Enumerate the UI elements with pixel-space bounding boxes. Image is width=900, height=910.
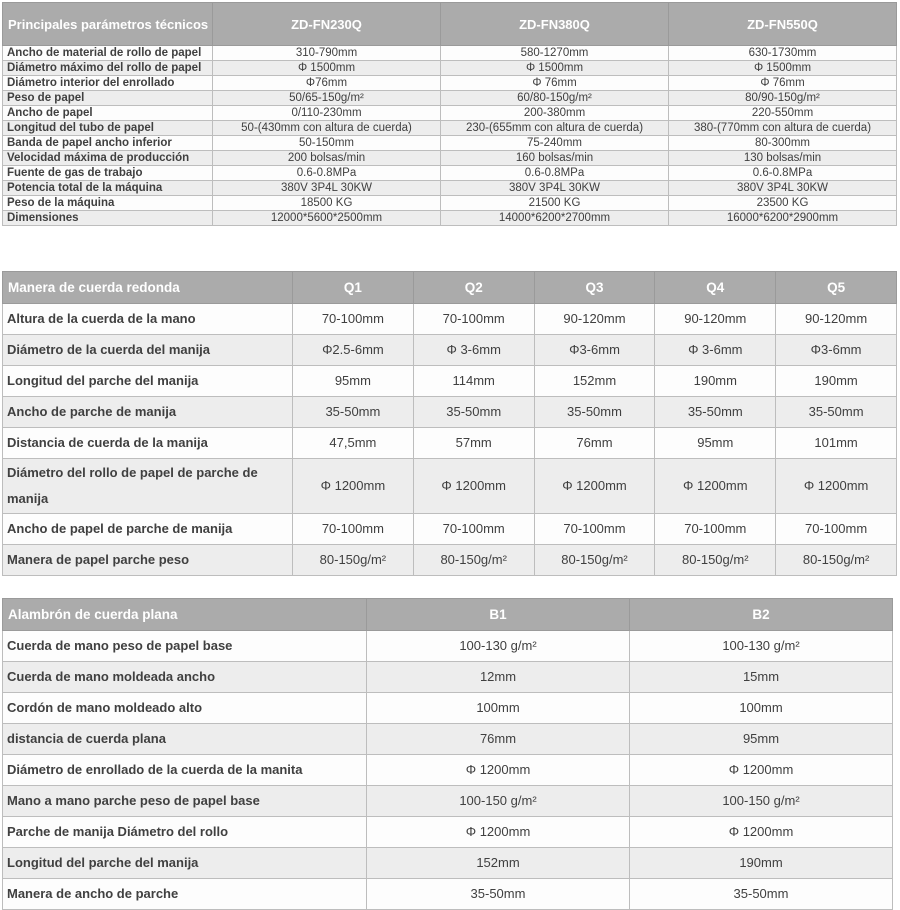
cell-value: 80-150g/m²	[293, 545, 414, 576]
round-cord-table	[2, 271, 897, 576]
cell-value: 0.6-0.8MPa	[441, 166, 669, 181]
cell-value: Φ 1200mm	[413, 459, 534, 514]
row-label: Cuerda de mano peso de papel base	[3, 631, 367, 662]
cell-value: 95mm	[655, 428, 776, 459]
cell-value: 76mm	[534, 428, 655, 459]
table-row	[3, 61, 897, 76]
table-row	[3, 106, 897, 121]
row-label: Fuente de gas de trabajo	[3, 166, 213, 181]
row-label: Peso de papel	[3, 91, 213, 106]
table-row	[3, 514, 897, 545]
cell-value: 50-(430mm con altura de cuerda)	[213, 121, 441, 136]
row-label: Manera de ancho de parche	[3, 879, 367, 910]
row-label: Mano a mano parche peso de papel base	[3, 786, 367, 817]
cell-value: 35-50mm	[367, 879, 630, 910]
table-row	[3, 181, 897, 196]
cell-value: 23500 KG	[669, 196, 897, 211]
cell-value: 76mm	[367, 724, 630, 755]
cell-value: 114mm	[413, 366, 534, 397]
column-header: ZD-FN550Q	[669, 3, 897, 46]
cell-value: 152mm	[534, 366, 655, 397]
row-label: Longitud del parche del manija	[3, 848, 367, 879]
cell-value: Φ 1500mm	[441, 61, 669, 76]
table-row	[3, 693, 893, 724]
table-row	[3, 786, 893, 817]
cell-value: 580-1270mm	[441, 46, 669, 61]
table-row	[3, 196, 897, 211]
cell-value: 130 bolsas/min	[669, 151, 897, 166]
cell-value: 310-790mm	[213, 46, 441, 61]
cell-value: 16000*6200*2900mm	[669, 211, 897, 226]
column-header: Q4	[655, 272, 776, 304]
row-label: Cuerda de mano moldeada ancho	[3, 662, 367, 693]
cell-value: 152mm	[367, 848, 630, 879]
cell-value: 80/90-150g/m²	[669, 91, 897, 106]
row-label: Longitud del tubo de papel	[3, 121, 213, 136]
main-specs-table	[2, 2, 897, 226]
cell-value: 190mm	[630, 848, 893, 879]
table-row	[3, 121, 897, 136]
cell-value: Φ 1500mm	[213, 61, 441, 76]
table-row	[3, 817, 893, 848]
cell-value: 35-50mm	[293, 397, 414, 428]
row-label: Diámetro del rollo de papel de parche de manija	[3, 459, 293, 514]
table-row	[3, 724, 893, 755]
cell-value: 380-(770mm con altura de cuerda)	[669, 121, 897, 136]
cell-value: 50/65-150g/m²	[213, 91, 441, 106]
cell-value: 95mm	[630, 724, 893, 755]
cell-value: 80-150g/m²	[776, 545, 897, 576]
row-label: Ancho de parche de manija	[3, 397, 293, 428]
cell-value: Φ 3-6mm	[655, 335, 776, 366]
table-row	[3, 366, 897, 397]
cell-value: 90-120mm	[534, 304, 655, 335]
cell-value: 47,5mm	[293, 428, 414, 459]
row-label: Diámetro interior del enrollado	[3, 76, 213, 91]
cell-value: 380V 3P4L 30KW	[669, 181, 897, 196]
table-row	[3, 459, 897, 514]
table-row	[3, 879, 893, 910]
header-row	[3, 3, 897, 46]
cell-value: 100-150 g/m²	[367, 786, 630, 817]
cell-value: 230-(655mm con altura de cuerda)	[441, 121, 669, 136]
cell-value: 100-150 g/m²	[630, 786, 893, 817]
cell-value: 70-100mm	[534, 514, 655, 545]
column-header: ZD-FN380Q	[441, 3, 669, 46]
cell-value: Φ 1200mm	[630, 755, 893, 786]
cell-value: Φ 1200mm	[534, 459, 655, 514]
cell-value: Φ76mm	[213, 76, 441, 91]
row-label: Manera de papel parche peso	[3, 545, 293, 576]
table-row	[3, 91, 897, 106]
cell-value: Φ 1200mm	[367, 817, 630, 848]
cell-value: 35-50mm	[413, 397, 534, 428]
cell-value: Φ 3-6mm	[413, 335, 534, 366]
flat-cord-table	[2, 598, 893, 910]
header-row	[3, 272, 897, 304]
table-title: Manera de cuerda redonda	[3, 272, 293, 304]
cell-value: 100-130 g/m²	[367, 631, 630, 662]
row-label: Peso de la máquina	[3, 196, 213, 211]
cell-value: 50-150mm	[213, 136, 441, 151]
cell-value: 95mm	[293, 366, 414, 397]
cell-value: 90-120mm	[776, 304, 897, 335]
table-row	[3, 211, 897, 226]
table-row	[3, 151, 897, 166]
column-header: B2	[630, 599, 893, 631]
row-label: Cordón de mano moldeado alto	[3, 693, 367, 724]
row-label: Ancho de material de rollo de papel	[3, 46, 213, 61]
cell-value: 35-50mm	[630, 879, 893, 910]
row-label: Altura de la cuerda de la mano	[3, 304, 293, 335]
table-row	[3, 46, 897, 61]
row-label: Velocidad máxima de producción	[3, 151, 213, 166]
cell-value: 70-100mm	[776, 514, 897, 545]
cell-value: 21500 KG	[441, 196, 669, 211]
table-row	[3, 397, 897, 428]
cell-value: 18500 KG	[213, 196, 441, 211]
cell-value: 57mm	[413, 428, 534, 459]
cell-value: 0/110-230mm	[213, 106, 441, 121]
cell-value: 35-50mm	[655, 397, 776, 428]
cell-value: 200 bolsas/min	[213, 151, 441, 166]
column-header: Q1	[293, 272, 414, 304]
cell-value: 220-550mm	[669, 106, 897, 121]
cell-value: 0.6-0.8MPa	[213, 166, 441, 181]
table-row	[3, 755, 893, 786]
cell-value: 101mm	[776, 428, 897, 459]
cell-value: 14000*6200*2700mm	[441, 211, 669, 226]
cell-value: 80-150g/m²	[413, 545, 534, 576]
column-header: Q3	[534, 272, 655, 304]
table-row	[3, 136, 897, 151]
cell-value: Φ 76mm	[441, 76, 669, 91]
cell-value: Φ 1200mm	[293, 459, 414, 514]
cell-value: 200-380mm	[441, 106, 669, 121]
table-title: Principales parámetros técnicos	[3, 3, 213, 46]
cell-value: 90-120mm	[655, 304, 776, 335]
column-header: ZD-FN230Q	[213, 3, 441, 46]
column-header: Q5	[776, 272, 897, 304]
cell-value: 70-100mm	[413, 514, 534, 545]
cell-value: Φ3-6mm	[534, 335, 655, 366]
cell-value: Φ 1200mm	[776, 459, 897, 514]
cell-value: Φ 1200mm	[367, 755, 630, 786]
row-label: Diámetro máximo del rollo de papel	[3, 61, 213, 76]
row-label: Banda de papel ancho inferior	[3, 136, 213, 151]
table-row	[3, 631, 893, 662]
table-row	[3, 662, 893, 693]
cell-value: Φ2.5-6mm	[293, 335, 414, 366]
cell-value: 70-100mm	[293, 514, 414, 545]
cell-value: 75-240mm	[441, 136, 669, 151]
cell-value: 0.6-0.8MPa	[669, 166, 897, 181]
cell-value: 630-1730mm	[669, 46, 897, 61]
cell-value: 160 bolsas/min	[441, 151, 669, 166]
column-header: Q2	[413, 272, 534, 304]
row-label: Parche de manija Diámetro del rollo	[3, 817, 367, 848]
cell-value: 80-150g/m²	[655, 545, 776, 576]
table-row	[3, 428, 897, 459]
cell-value: 100mm	[630, 693, 893, 724]
row-label: Ancho de papel de parche de manija	[3, 514, 293, 545]
cell-value: 80-300mm	[669, 136, 897, 151]
cell-value: 100mm	[367, 693, 630, 724]
row-label: Diámetro de enrollado de la cuerda de la manita	[3, 755, 367, 786]
cell-value: Φ 1200mm	[655, 459, 776, 514]
column-header: B1	[367, 599, 630, 631]
cell-value: 70-100mm	[413, 304, 534, 335]
cell-value: 190mm	[776, 366, 897, 397]
cell-value: 35-50mm	[534, 397, 655, 428]
cell-value: 190mm	[655, 366, 776, 397]
cell-value: 70-100mm	[655, 514, 776, 545]
row-label: Dimensiones	[3, 211, 213, 226]
cell-value: Φ 76mm	[669, 76, 897, 91]
cell-value: 35-50mm	[776, 397, 897, 428]
cell-value: 100-130 g/m²	[630, 631, 893, 662]
cell-value: Φ3-6mm	[776, 335, 897, 366]
cell-value: 80-150g/m²	[534, 545, 655, 576]
table-row	[3, 76, 897, 91]
table-row	[3, 335, 897, 366]
row-label: Distancia de cuerda de la manija	[3, 428, 293, 459]
cell-value: 15mm	[630, 662, 893, 693]
cell-value: Φ 1500mm	[669, 61, 897, 76]
table-title: Alambrón de cuerda plana	[3, 599, 367, 631]
table-row	[3, 545, 897, 576]
cell-value: Φ 1200mm	[630, 817, 893, 848]
table-row	[3, 166, 897, 181]
row-label: Ancho de papel	[3, 106, 213, 121]
cell-value: 380V 3P4L 30KW	[213, 181, 441, 196]
cell-value: 12mm	[367, 662, 630, 693]
row-label: Longitud del parche del manija	[3, 366, 293, 397]
table-row	[3, 848, 893, 879]
cell-value: 70-100mm	[293, 304, 414, 335]
row-label: distancia de cuerda plana	[3, 724, 367, 755]
row-label: Diámetro de la cuerda del manija	[3, 335, 293, 366]
row-label: Potencia total de la máquina	[3, 181, 213, 196]
table-row	[3, 304, 897, 335]
cell-value: 60/80-150g/m²	[441, 91, 669, 106]
cell-value: 12000*5600*2500mm	[213, 211, 441, 226]
header-row	[3, 599, 893, 631]
cell-value: 380V 3P4L 30KW	[441, 181, 669, 196]
